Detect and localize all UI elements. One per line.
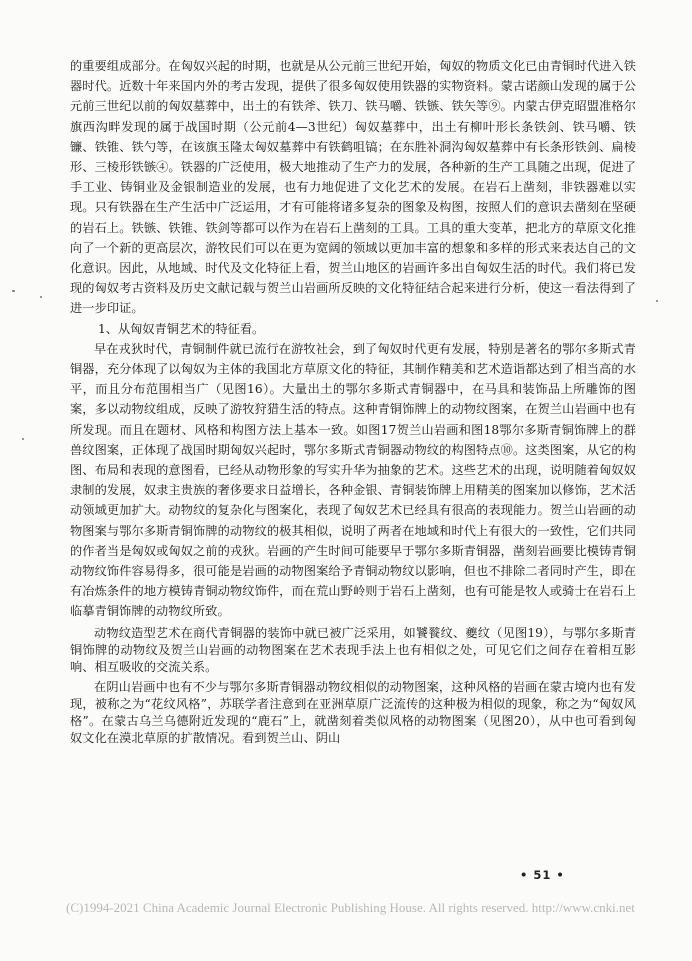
- paragraph-iron-age: 的重要组成部分。在匈奴兴起的时期，也就是从公元前三世纪开始，匈奴的物质文化已由青铜时代进入铁器时代。近数十年来国内外的考古发现，提供了很多匈奴使用铁器的实物资料。蒙古诺颜山发现的属于公元前三世纪以前的匈奴墓葬中，出土的有铁斧、铁刀、铁马嚼、铁镞、铁矢等⑨。内蒙古伊克昭盟准格尔旗西沟畔发现的属于战国时期（公元前4—3世纪）匈奴墓葬中，出土有柳叶形长条铁剑、铁马嚼、铁镰、铁锥、铁勺等，在该旗玉隆太匈奴墓葬中有铁鹤咀镐；在东胜补洞沟匈奴墓葬中有长条形铁剑、扁棱形、三棱形铁镞④。铁器的广泛使用，极大地推动了生产力的发展，各种新的生产工具随之出现，促进了手工业、铸铜业及金银制造业的发展，也有力地促进了文化艺术的发展。在岩石上凿刻，非铁器难以实现。只有铁器在生产生活中广泛运用，才有可能将诸多复杂的图象及构图，按照人们的意识去凿刻在坚硬的岩石上。铁镞、铁锥、铁剑等都可以作为在岩石上凿刻的工具。工具的重大变革，把北方的草原文化推向了一个新的更高层次，游牧民们可以在更为宽阔的领域以更加丰富的想象和多样的形式来表达自己的文化意识。因此，从地域、时代及文化特征上看，贺兰山地区的岩画许多出自匈奴生活的时代。我们将已发现的匈奴考古资料及历史文献记载与贺兰山岩画所反映的文化特征结合起来进行分析，使这一看法得到了进一步印证。: [70, 59, 636, 316]
- copyright-footer: (C)1994-2021 China Academic Journal Electronic Publishing House. All rights reserved. http://www.cnki.net: [66, 900, 635, 915]
- scan-speck: [22, 438, 24, 440]
- scan-speck: [656, 300, 658, 302]
- page-number: • 51 •: [520, 868, 565, 882]
- paragraph-ordos-bronze: 早在戎狄时代，青铜制件就已流行在游牧社会，到了匈奴时代更有发展，特别是著名的鄂尔多斯式青铜器，充分体现了以匈奴为主体的我国北方草原文化的特征，其制作精美和艺术造诣都达到了相当高的水平，而且分布范围相当广（见图16）。大量出土的鄂尔多斯式青铜器中，在马具和装饰品上所雕饰的图案，多以动物纹组成，反映了游牧狩猎生活的特点。这种青铜饰牌上的动物纹图案，在贺兰山岩画中也有所发现。而且在题材、风格和构图方法上基本一致。如图17贺兰山岩画和图18鄂尔多斯青铜饰牌上的群兽纹图案，正体现了战国时期匈奴兴起时，鄂尔多斯式青铜器动物纹的构图特点⑩。这类图案，从它的构图、布局和表现的意图看，已经从动物形象的写实升华为抽象的艺术。这些艺术的出现，说明随着匈奴奴隶制的发展，奴隶主贵族的奢侈要求日益增长，各种金银、青铜装饰牌上用精美的图案加以修饰，艺术活动领域更加扩大。动物纹的复杂化与图案化，表现了匈奴艺术已经具有很高的表现能力。贺兰山岩画的动物图案与鄂尔多斯青铜饰牌的动物纹的极其相似，说明了两者在地域和时代上有很大的一致性，它们共同的作者当是匈奴或匈奴之前的戎狄。岩画的产生时间可能要早于鄂尔多斯青铜器，凿刻岩画要比模铸青铜动物纹饰件容易得多，很可能是岩画的动物图案给予青铜动物纹以影响，但也不排除二者同时产生，即在有冶炼条件的地方模铸青铜动物纹饰件，而在荒山野岭则于岩石上凿刻，也有可能是牧人或骑士在岩石上临摹青铜饰牌的动物纹所致。: [70, 341, 636, 619]
- scan-speck: [40, 296, 42, 298]
- scan-speck: [12, 290, 15, 292]
- paragraph-shang-bronze: 动物纹造型艺术在商代青铜器的装饰中就已被广泛采用，如饕餮纹、夔纹（见图19），与鄂尔多斯青铜饰牌的动物纹及贺兰山岩画的动物图案在艺术表现手法上也有相似之处，可见它们之间存在着相互影响、相互吸收的交流关系。: [70, 625, 636, 674]
- paragraph-yinshan-rock-art: 在阴山岩画中也有不少与鄂尔多斯青铜器动物纹相似的动物图案，这种风格的岩画在蒙古境内也有发现，被称之为“花纹风格”，苏联学者注意到在亚洲草原广泛流传的这种极为相似的现象，称之为“匈奴风格”。在蒙古乌兰乌德附近发现的“鹿石”上，就凿刻着类似风格的动物图案（见图20），从中也可看到匈奴文化在漠北草原的扩散情况。看到贺兰山、阴山: [70, 679, 636, 745]
- article-body: [70, 56, 636, 747]
- section-heading-bronze-art: 1、从匈奴青铜艺术的特征看。: [98, 321, 265, 336]
